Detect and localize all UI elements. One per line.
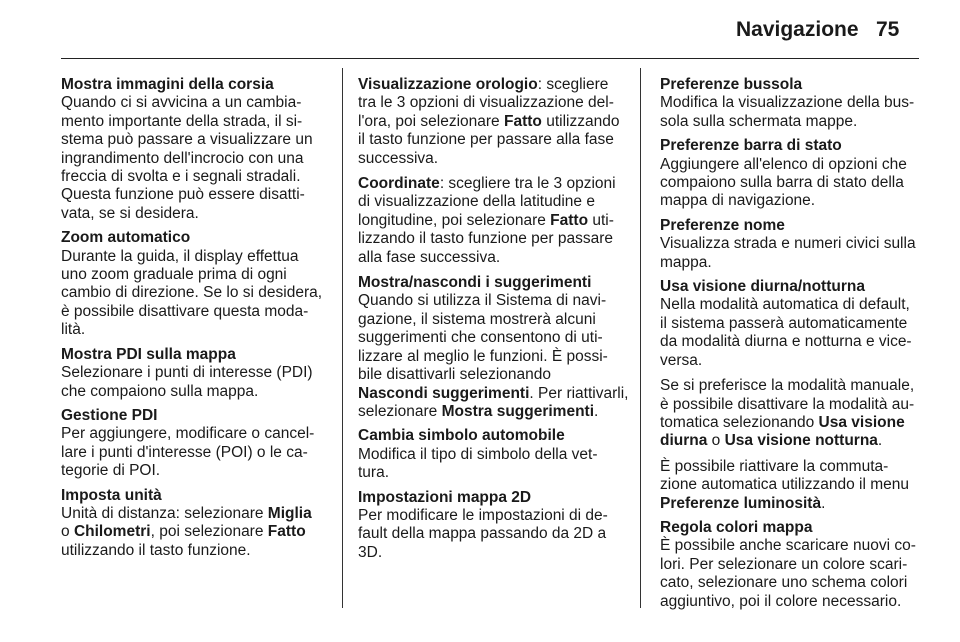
text-line: È possibile riattivare la commuta- <box>660 457 889 475</box>
section-title: Visualizzazione orologio <box>358 76 538 93</box>
text-run: . <box>877 432 883 450</box>
text-line <box>61 505 329 523</box>
section-title: Zoom automatico <box>61 229 191 247</box>
text-line <box>660 495 922 513</box>
text-line: da modalità diurna e notturna e vice- <box>660 333 912 351</box>
text-line: mento importante della strada, il si- <box>61 112 303 130</box>
text-line: Quando ci si avvicina a un cambia- <box>61 94 302 112</box>
page-number: 75 <box>876 18 900 41</box>
option-mostra-suggerimenti: Mostra suggerimenti <box>441 402 595 420</box>
column-divider-2 <box>640 68 641 608</box>
section-mostra-nascondi-suggerimenti <box>358 274 629 421</box>
section-mostra-immagini-corsia <box>61 76 329 223</box>
text-line: Modifica il tipo di simbolo della vet- <box>358 445 598 463</box>
text-line: 3D. <box>358 543 383 561</box>
section-title: Impostazioni mappa 2D <box>358 488 532 506</box>
text-line: alla fase successiva. <box>358 248 501 266</box>
option-fatto: Fatto <box>267 523 306 541</box>
text-line: utilizzando il tasto funzione. <box>61 541 251 559</box>
text-line: bile disattivarli selezionando <box>358 366 552 384</box>
section-gestione-pdi <box>61 407 329 481</box>
section-regola-colori <box>660 519 922 611</box>
text-line <box>660 414 922 432</box>
option-fatto: Fatto <box>504 112 542 130</box>
paragraph-riattivare <box>660 458 922 513</box>
header-divider <box>61 58 919 59</box>
text-line: Questa funzione può essere disatti- <box>61 186 305 204</box>
text-line: uno zoom graduale prima di ogni <box>61 266 287 284</box>
option-usa-visione-diurna: diurna <box>660 432 708 450</box>
section-coordinate <box>358 175 624 267</box>
text-run: , poi selezionare <box>150 523 268 541</box>
option-fatto: Fatto <box>550 211 589 229</box>
column-3 <box>660 76 922 617</box>
section-title: Usa visione diurna/notturna <box>660 278 865 296</box>
text-line: vata, se si desidera. <box>61 204 199 222</box>
text-line: sola sulla schermata mappe. <box>660 112 858 130</box>
text-line: è possibile disattivare questa moda- <box>61 302 309 320</box>
section-title: Mostra immagini della corsia <box>61 76 274 93</box>
page-title: Navigazione <box>736 18 859 41</box>
text-line: suggerimenti che consentono di uti- <box>358 329 603 347</box>
section-title: Imposta unità <box>61 486 162 504</box>
section-title: Coordinate <box>358 175 440 193</box>
section-imposta-unita <box>61 487 329 561</box>
text-run: selezionare <box>358 402 442 420</box>
section-preferenze-bussola <box>660 76 922 131</box>
text-line: cambio di direzione. Se lo si desidera, <box>61 284 323 302</box>
text-line: Visualizza strada e numeri civici sulla <box>660 235 916 253</box>
option-chilometri: Chilometri <box>73 523 151 541</box>
text-line: mappa di navigazione. <box>660 192 816 210</box>
text-line: di visualizzazione della latitudine e <box>358 193 595 211</box>
text-line: che compaiono sulla mappa. <box>61 382 259 400</box>
section-visualizzazione-orologio <box>358 76 624 168</box>
text-line <box>61 523 329 541</box>
text-line: Durante la guida, il display effettua <box>61 247 299 265</box>
text-run: : scegliere tra le 3 opzioni <box>439 175 616 193</box>
text-line: versa. <box>660 351 703 369</box>
text-line: Aggiungere all'elenco di opzioni che <box>660 155 907 173</box>
option-miglia: Miglia <box>267 504 312 522</box>
text-line: Quando si utilizza il Sistema di navi- <box>358 292 607 310</box>
text-line: Per modificare le impostazioni di de- <box>358 506 608 524</box>
text-run: Unità di distanza: selezionare <box>61 504 268 522</box>
text-line: gazione, il sistema mostrerà alcuni <box>358 310 596 328</box>
text-line: Nella modalità automatica di default, <box>660 296 910 314</box>
text-line: tra le 3 opzioni di visualizzazione del- <box>358 94 614 112</box>
text-line: tegorie di POI. <box>61 462 161 480</box>
section-title: Preferenze barra di stato <box>660 137 842 155</box>
section-impostazioni-mappa-2d <box>358 489 624 563</box>
section-visione-diurna-notturna <box>660 278 922 370</box>
text-line: aggiuntivo, poi il colore necessario. <box>660 592 902 610</box>
text-line: il sistema passerà automaticamente <box>660 314 908 332</box>
section-title: Mostra PDI sulla mappa <box>61 345 236 363</box>
text-run: o <box>707 432 725 450</box>
text-run: . <box>594 402 599 420</box>
text-line: lizzare al meglio le funzioni. È possi- <box>358 347 608 365</box>
text-run: . <box>821 494 826 512</box>
text-line: tura. <box>358 464 390 482</box>
text-line: lori. Per selezionare un colore scari- <box>660 555 908 573</box>
section-cambia-simbolo <box>358 427 624 482</box>
text-line: stema può passare a visualizzare un <box>61 131 313 149</box>
section-title: Regola colori mappa <box>660 518 813 536</box>
text-line <box>358 113 624 131</box>
text-line: lare i punti d'interesse (POI) o le ca- <box>61 443 308 461</box>
text-run: . Per riattivarli, <box>529 384 629 402</box>
text-run: longitudine, poi selezionare <box>358 211 551 229</box>
text-line <box>358 212 624 230</box>
section-title: Mostra/nascondi i suggerimenti <box>358 274 592 292</box>
text-line: il tasto funzione per passare alla fase <box>358 131 614 149</box>
section-mostra-pdi <box>61 346 329 401</box>
text-run: tomatica selezionando <box>660 413 819 431</box>
text-line: mappa. <box>660 253 712 271</box>
text-line: cato, selezionare uno schema colori <box>660 574 908 592</box>
paragraph-modalita-manuale <box>660 377 922 451</box>
text-line: è possibile disattivare la modalità au- <box>660 395 915 413</box>
section-title: Preferenze nome <box>660 216 785 234</box>
text-line: zione automatica utilizzando il menu <box>660 476 909 494</box>
option-usa-visione-notturna: Usa visione notturna <box>724 432 878 450</box>
text-line: lità. <box>61 321 86 339</box>
text-line: ingrandimento dell'incrocio con una <box>61 149 304 167</box>
text-line: È possibile anche scaricare nuovi co- <box>660 537 916 555</box>
text-run: : scegliere <box>537 76 609 93</box>
option-preferenze-luminosita: Preferenze luminosità <box>660 494 822 512</box>
text-line <box>358 403 624 421</box>
text-line: lizzando il tasto funzione per passare <box>358 230 614 248</box>
text-line: Selezionare i punti di interesse (PDI) <box>61 364 313 382</box>
text-line <box>660 432 922 450</box>
text-line <box>358 76 624 94</box>
text-line: successiva. <box>358 149 439 167</box>
column-2 <box>358 76 629 568</box>
text-run: o <box>61 523 74 541</box>
text-line: compaiono sulla barra di stato della <box>660 174 904 192</box>
option-usa-visione-diurna: Usa visione <box>818 413 905 431</box>
section-preferenze-barra-stato <box>660 137 922 211</box>
text-line: Per aggiungere, modificare o cancel- <box>61 425 315 443</box>
section-title: Cambia simbolo automobile <box>358 427 565 445</box>
section-title: Preferenze bussola <box>660 76 803 93</box>
text-run: uti- <box>588 211 614 229</box>
text-run: utilizzando <box>541 112 620 130</box>
section-zoom-automatico <box>61 229 329 339</box>
text-line <box>358 384 629 403</box>
text-line <box>358 175 624 193</box>
text-line: freccia di svolta e i segnali stradali. <box>61 168 301 186</box>
option-nascondi-suggerimenti: Nascondi suggerimenti <box>358 384 530 402</box>
text-line: Se si preferisce la modalità manuale, <box>660 377 915 395</box>
text-line: fault della mappa passando da 2D a <box>358 525 607 543</box>
text-run: l'ora, poi selezionare <box>358 112 504 130</box>
column-divider-1 <box>342 68 343 608</box>
section-preferenze-nome <box>660 217 922 272</box>
column-1 <box>61 76 329 566</box>
text-line: Modifica la visualizzazione della bus- <box>660 94 915 112</box>
section-title: Gestione PDI <box>61 406 158 424</box>
